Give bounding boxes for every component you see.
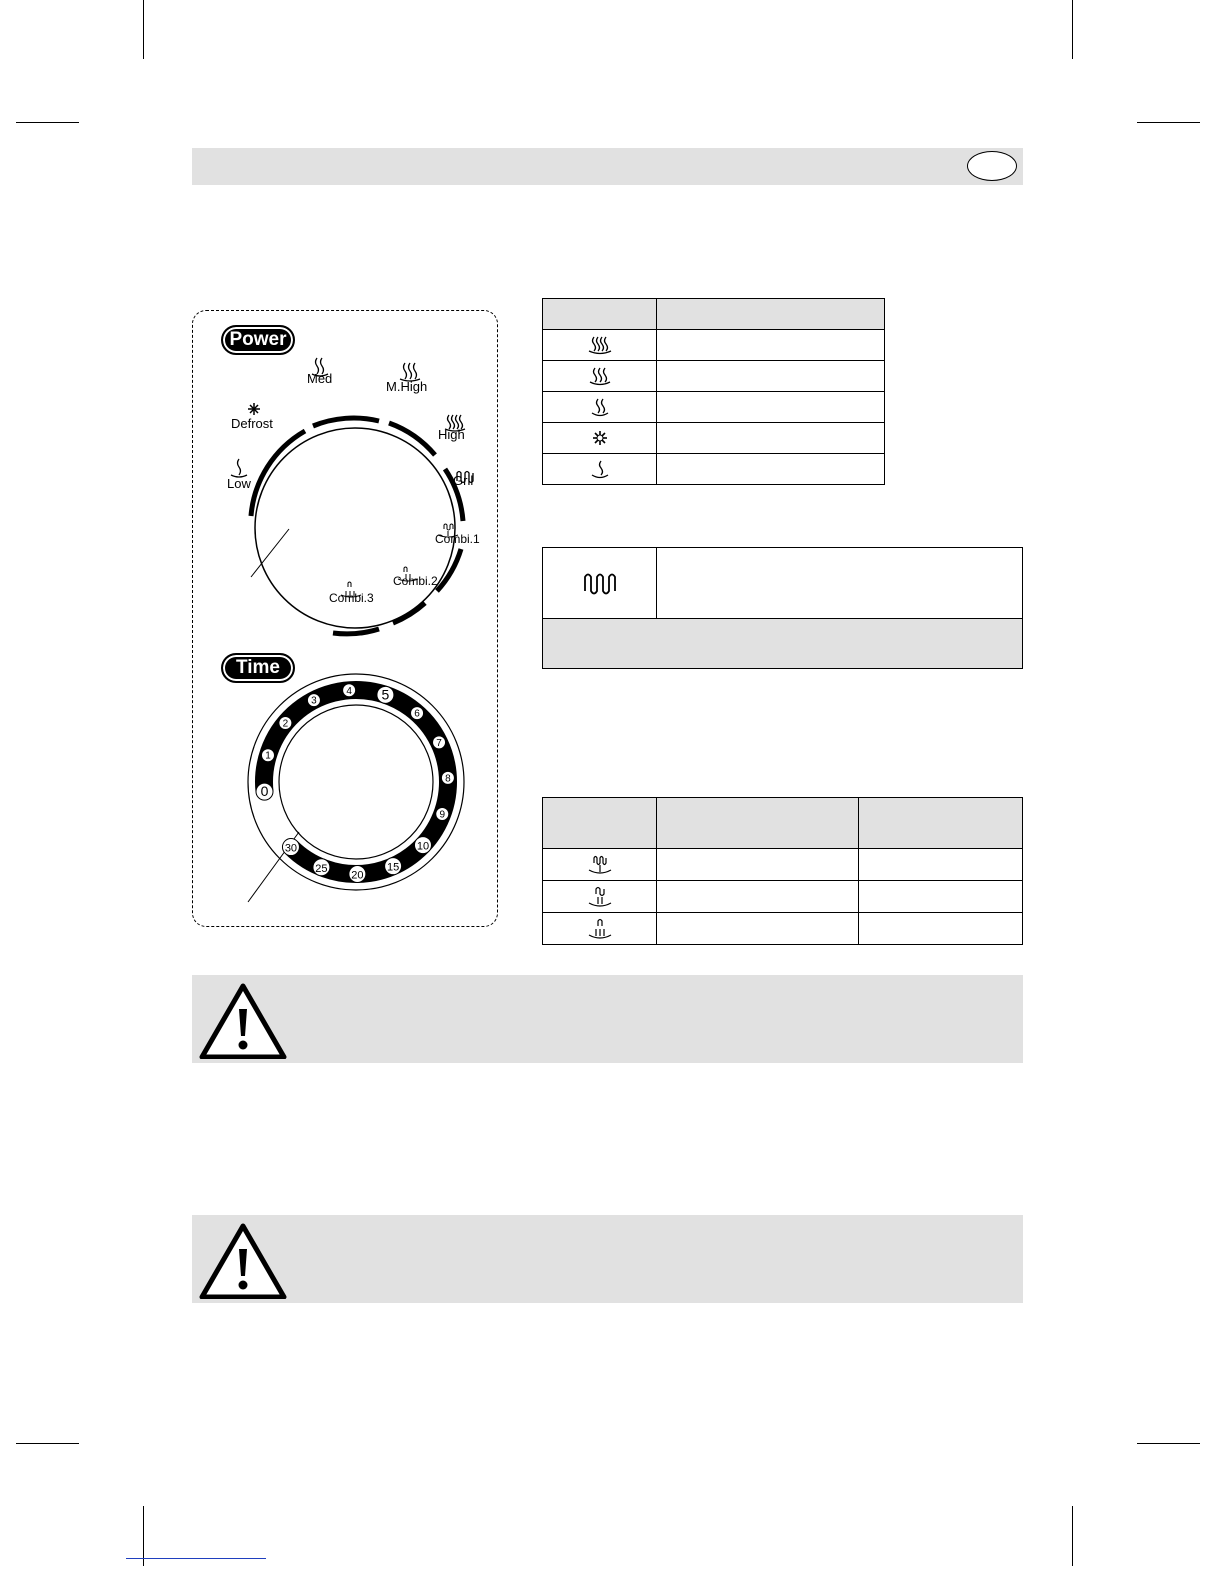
combi-3-icon <box>585 917 615 941</box>
svg-text:5: 5 <box>381 686 390 703</box>
power-label-combi-1: Combi.1 <box>435 532 480 546</box>
section-header-bar <box>192 148 1023 185</box>
time-mark <box>433 736 446 749</box>
svg-text:8: 8 <box>445 773 451 785</box>
svg-text:1: 1 <box>265 750 271 762</box>
power-title: Power <box>221 325 295 355</box>
high-power-icon <box>585 334 615 356</box>
table-row <box>543 454 885 485</box>
combi-1-icon <box>585 853 615 877</box>
control-panel-illustration <box>192 310 498 927</box>
table-row <box>543 913 1023 945</box>
power-label-combi-3: Combi.3 <box>329 591 374 605</box>
power-label-high: High <box>438 427 465 442</box>
svg-text:3: 3 <box>311 695 317 707</box>
svg-text:0: 0 <box>260 783 269 800</box>
power-label-m-high: M.High <box>386 379 428 394</box>
power-label-grill: Gril <box>453 473 474 488</box>
low-power-icon <box>231 459 247 477</box>
table-row <box>543 361 885 392</box>
time-mark <box>441 771 454 784</box>
combi-2-icon <box>585 885 615 909</box>
crop-mark <box>16 1443 79 1444</box>
power-level-table <box>542 298 885 485</box>
power-label-med: Med <box>307 371 333 386</box>
svg-text:2: 2 <box>282 718 289 730</box>
warning-box <box>192 1215 1023 1303</box>
time-mark <box>343 684 356 697</box>
svg-text:6: 6 <box>414 708 420 720</box>
time-mark <box>307 694 320 707</box>
svg-text:30: 30 <box>284 842 298 855</box>
defrost-icon <box>585 427 615 449</box>
time-mark <box>385 858 402 875</box>
power-dial[interactable] <box>193 351 497 651</box>
language-badge <box>967 151 1017 181</box>
time-mark <box>411 707 424 720</box>
power-label-combi-2: Combi.2 <box>393 574 438 588</box>
svg-text:10: 10 <box>416 840 430 853</box>
crop-mark <box>1137 122 1200 123</box>
time-mark <box>436 808 449 821</box>
time-title: Time <box>221 653 295 683</box>
medium-high-power-icon <box>585 365 615 387</box>
crop-mark <box>1072 1506 1073 1566</box>
svg-text:7: 7 <box>436 737 442 749</box>
svg-text:20: 20 <box>351 869 364 882</box>
time-mark <box>256 783 273 800</box>
time-mark <box>261 749 274 762</box>
crop-mark <box>1137 1443 1200 1444</box>
crop-mark <box>143 0 144 59</box>
crop-mark <box>16 122 79 123</box>
power-label-defrost: Defrost <box>231 416 273 431</box>
warning-triangle-icon <box>198 981 288 1059</box>
power-label-low: Low <box>227 476 251 491</box>
table-row <box>543 330 885 361</box>
warning-box <box>192 975 1023 1063</box>
time-mark <box>279 717 292 730</box>
svg-text:9: 9 <box>439 809 446 821</box>
time-mark <box>313 859 330 876</box>
table-row <box>543 849 1023 881</box>
svg-text:4: 4 <box>346 685 352 697</box>
table-row <box>543 881 1023 913</box>
grill-table <box>542 547 1023 669</box>
defrost-icon <box>248 403 260 415</box>
combination-table <box>542 797 1023 945</box>
low-power-icon <box>585 458 615 480</box>
grill-icon <box>582 571 618 595</box>
link-underline <box>126 1558 266 1559</box>
svg-text:25: 25 <box>315 862 328 875</box>
time-mark <box>349 865 366 882</box>
table-row <box>543 423 885 454</box>
time-dial[interactable] <box>193 646 497 916</box>
medium-power-icon <box>585 396 615 418</box>
table-row <box>543 392 885 423</box>
warning-triangle-icon <box>198 1221 288 1299</box>
svg-text:15: 15 <box>386 861 400 874</box>
time-mark <box>377 686 394 703</box>
time-mark <box>282 839 299 856</box>
time-mark <box>414 837 431 854</box>
crop-mark <box>1072 0 1073 59</box>
crop-mark <box>143 1506 144 1566</box>
